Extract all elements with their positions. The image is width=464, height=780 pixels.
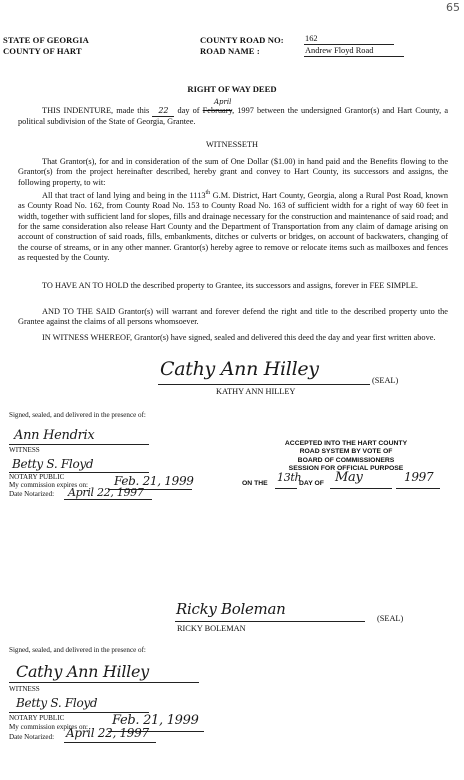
stamp-line-3: BOARD OF COMMISSIONERS [297,456,395,464]
witness2-signature: Cathy Ann Hilley [16,662,149,681]
witness1-signature-line [9,444,149,445]
stamp-on-the: ON THE [242,480,268,487]
grantor1-signature: Cathy Ann Hilley [160,358,319,380]
notary1-commission-value: Feb. 21, 1999 [114,474,194,488]
ordinal-suffix: th [205,190,211,196]
witness2-label: WITNESS [9,685,40,693]
notary2-commission-value: Feb. 21, 1999 [112,713,199,728]
indenture-paragraph [18,106,448,128]
witnesseth-heading: WITNESSETH [205,140,259,149]
grantor2-signature-line [175,621,365,622]
grantor1-name: KATHY ANN HILLEY [216,387,296,396]
notary1-signature: Betty S. Floyd [12,457,94,471]
tract-paragraph: All that tract of land lying and being in the 1113th G.M. District, Hart County, Georgia, along a Rural Post Road, known as County Road No. 162, from County Road No. 153 to County Road No. 163 of sufficient width for a right of way 60 feet in width, together with sufficient land for slopes, fills and drainage necessary for the construction and maintenance of said road; and for the same consideration also release Hart County and the Department of Transportation from any claim of damage arising on account of construction of said roads, fills, embankments, ditches or culverts or bridges, on account of backwaters, changing of the course of streams, or in any other manner. Grantor(s) hereby agree to remove or relocate items such as mailboxes and fences as requested by the County. [18,190,448,263]
witness2-intro: Signed, sealed, and delivered in the presence of: [9,646,146,654]
grantor2-signature: Ricky Boleman [176,600,286,618]
header-county: COUNTY OF HART [3,46,82,56]
indenture-text-3: , 1997 between the undersigned Grantor(s) and Hart County, a political subdivision of the State of Georgia, Grantee. [18,106,449,127]
notary2-commission-label: My commission expires on: [9,723,89,731]
notary2-label: NOTARY PUBLIC [9,714,65,722]
road-no-value [305,34,365,44]
stamp-day-of: DAY OF [299,480,324,487]
stamp-line-4: SESSION FOR OFFICIAL PURPOSE [288,465,404,473]
warrant-paragraph: AND TO THE SAID Grantor(s) will warrant and forever defend the right and title to the described property unto the Grantee against the claims of all persons whomsoever. [18,307,448,327]
witness1-intro: Signed, sealed, and delivered in the presence of: [9,411,146,419]
page-number: 65 [446,1,460,14]
stamp-year-line [396,488,440,489]
notary2-date-line [64,742,156,743]
stamp-date-row [242,480,268,488]
stamp-line-1: ACCEPTED INTO THE HART COUNTY [284,440,408,447]
stamp-month-line [330,488,392,489]
road-no-label: COUNTY ROAD NO: [200,35,284,45]
road-name-value: Andrew Floyd Road [305,46,374,55]
header-state: STATE OF GEORGIA [3,35,89,45]
indenture-text-1: THIS INDENTURE, made this [42,106,150,115]
notary2-date-value: April 22, 1997 [66,726,149,740]
road-no-underline [304,44,394,45]
witness2-signature-line [9,682,199,683]
road-no-value-text: 162 [305,34,318,43]
stamp-month: May [335,470,363,485]
notary1-commission-label: My commission expires on: [9,481,89,489]
indenture-day: 22 [152,106,174,117]
acceptance-stamp [244,440,448,474]
notary1-label: NOTARY PUBLIC [9,473,65,481]
grantor2-seal: (SEAL) [377,614,404,623]
stamp-day: 13th [277,471,302,484]
grantor1-seal: (SEAL) [372,376,399,385]
stamp-line-2: ROAD SYSTEM BY VOTE OF [299,448,393,456]
notary1-date-value: April 22, 1997 [68,486,144,499]
hold-paragraph: TO HAVE AN TO HOLD the described property to Grantee, its successors and assigns, forever in FEE SIMPLE. [42,281,418,290]
indenture-text-2: day of [177,106,200,115]
month-handwritten: April [214,98,232,106]
grantor2-name: RICKY BOLEMAN [177,624,246,633]
document-title: RIGHT OF WAY DEED [187,84,277,94]
witness1-signature: Ann Hendrix [14,428,95,443]
notary2-date-label: Date Notarized: [9,733,55,741]
stamp-day-line [275,488,297,489]
indenture-month-struck: February [202,106,233,115]
witness-whereof-paragraph: IN WITNESS WHEREOF, Grantor(s) have signed, sealed and delivered this deed the day and year first written above. [42,333,436,342]
notary1-date-line [64,499,152,500]
witness1-label: WITNESS [9,446,40,454]
grantor1-signature-line [158,384,370,385]
consideration-paragraph: That Grantor(s), for and in consideration of the sum of One Dollar ($1.00) in hand paid and the Benefits flowing to the Grantor(s) from the project hereinafter described, hereby grant and convey to Hart County, its successors and assigns, the following property, to wit: [18,157,448,187]
stamp-year: 1997 [404,470,434,484]
notary1-date-label: Date Notarized: [9,490,55,498]
road-name-label: ROAD NAME : [200,46,260,56]
road-name-underline [304,56,404,57]
notary2-signature: Betty S. Floyd [16,696,98,710]
